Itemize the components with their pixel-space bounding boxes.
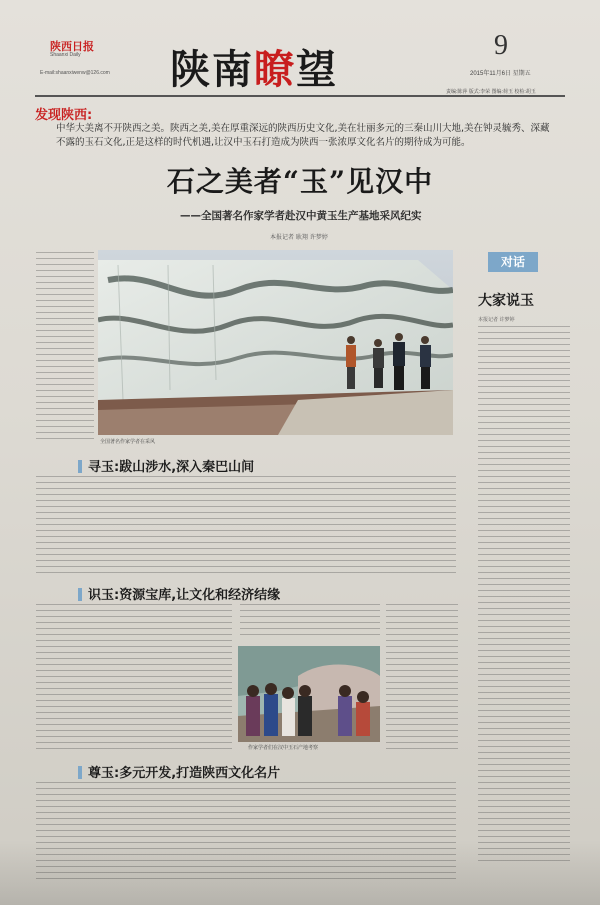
masthead (0, 0, 600, 95)
group-photo (238, 646, 380, 742)
sidebar-title: 大家说玉 (478, 293, 534, 309)
section-heading-3 (78, 762, 280, 781)
quarry-photo (98, 250, 453, 435)
section-title-3: 尊玉:多元开发,打造陕西文化名片 (88, 766, 281, 781)
photo2-caption: 作家学者们在汉中玉石产地考察 (248, 745, 319, 751)
section-bar-2 (78, 588, 82, 601)
dialog-tag: 对话 (488, 252, 538, 272)
article-byline: 本报记者 耿翔 许梦婷 (270, 234, 328, 241)
section-title-part3: 望 (296, 46, 338, 93)
sidebar-text (478, 326, 570, 866)
section-title-part1: 陕南 (170, 46, 254, 93)
article-lead: 中华大美离不开陕西之美。陕西之美,美在厚重深远的陕西历史文化,美在壮丽多元的三秦山川大地,美在钟灵毓秀、深藏不露的玉石文化,正是这样的时代机遇,让汉中玉石打造成为陕西一张浓厚文化名片的期待成为可能。 (56, 123, 550, 148)
editors-line: 责编:陈萍 版式:李荣 图编:荷玉 校检:胡玉 (446, 89, 536, 95)
section-heading-1 (78, 456, 254, 475)
sidebar-byline: 本报记者 许梦婷 (478, 317, 515, 323)
section2-text-left (36, 604, 232, 752)
section-title (170, 38, 338, 95)
newspaper-logo: 陕西日报 (50, 40, 94, 53)
section2-text-right (386, 604, 458, 752)
issue-date: 2015年11月6日 星期五 (470, 71, 531, 77)
section-title-1: 寻玉:跋山涉水,深入秦巴山间 (88, 460, 255, 475)
section-heading-2 (78, 584, 280, 603)
body-text-column (36, 252, 94, 442)
section-title-2: 识玉:资源宝库,让文化和经济结缘 (88, 588, 281, 603)
masthead-rule (35, 95, 565, 97)
section2-text-mid (240, 604, 380, 640)
article-subhead: ——全国著名作家学者赴汉中黄玉生产基地采风纪实 (180, 210, 422, 222)
section-bar-3 (78, 766, 82, 779)
contact-email: E-mail:shaanxiwenw@126.com (40, 70, 110, 76)
section1-text (36, 476, 456, 576)
article-headline: 石之美者“玉”见汉中 (166, 165, 434, 198)
article-kicker: 发现陕西: (35, 108, 93, 123)
section-bar-1 (78, 460, 82, 473)
newspaper-logo-sub: Shaanxi Daily (50, 52, 81, 58)
page-number: 9 (494, 30, 508, 61)
photo1-caption: 全国著名作家学者在采风 (100, 439, 156, 445)
page-shadow (0, 840, 600, 905)
section-title-part2: 瞭 (254, 46, 296, 93)
